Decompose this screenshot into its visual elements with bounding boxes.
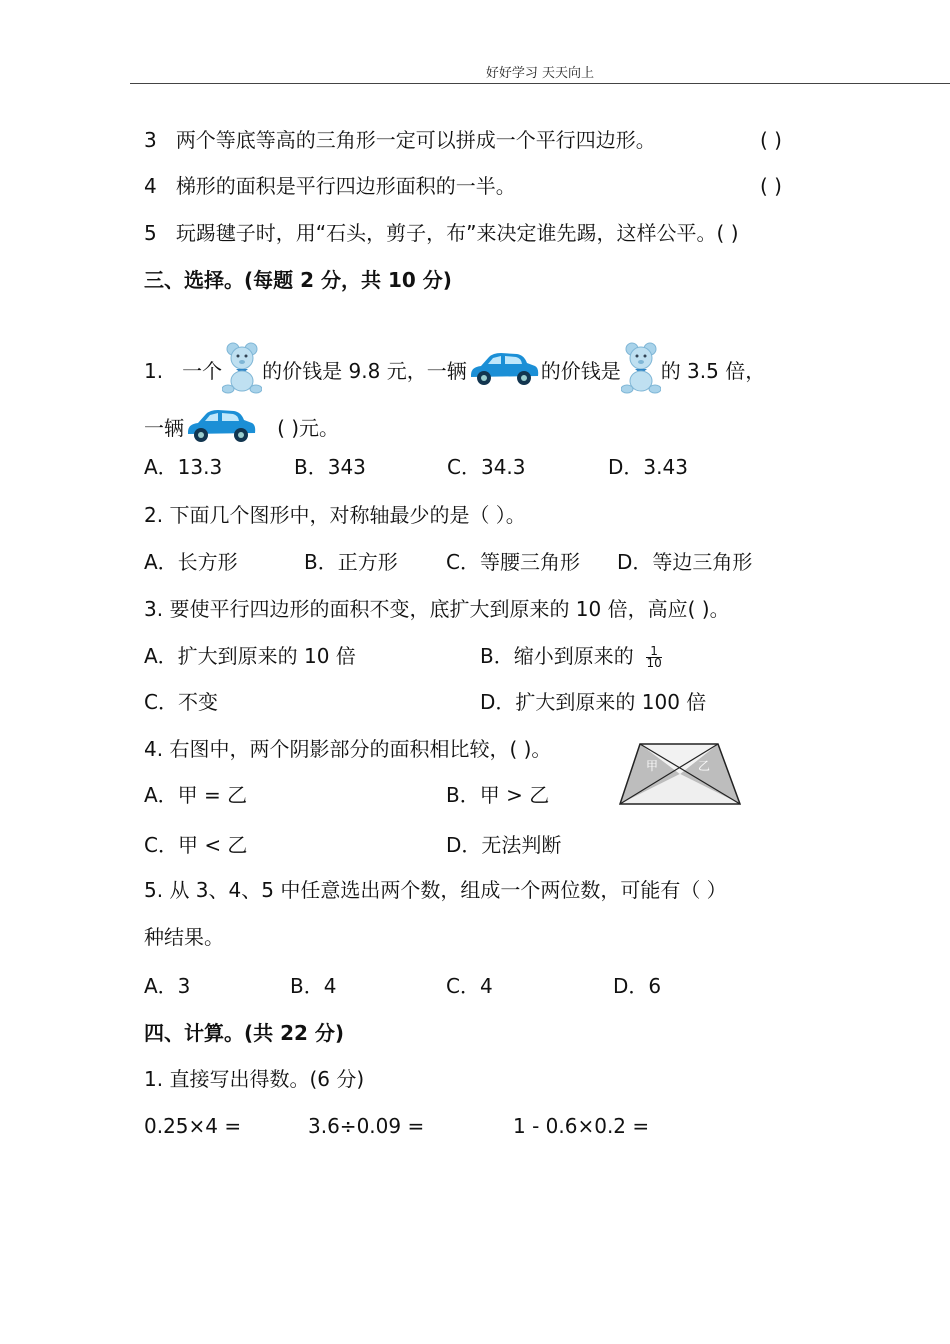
section-3-title: 三、选择。(每题 2 分，共 10 分) bbox=[144, 268, 452, 292]
q5-text: 5. 从 3、4、5 中任意选出两个数，组成一个两位数，可能有（ ） bbox=[144, 878, 727, 902]
q4-option-c[interactable]: C．甲 < 乙 bbox=[144, 833, 248, 857]
fraction-denominator: 10 bbox=[646, 656, 662, 670]
calc-item-1: 0.25×4 = bbox=[144, 1114, 242, 1138]
q1-option-a[interactable]: A．13.3 bbox=[144, 455, 223, 479]
q3-option-d[interactable]: D．扩大到原来的 100 倍 bbox=[480, 690, 707, 714]
bear-icon bbox=[222, 341, 262, 404]
fraction-numerator: 1 bbox=[646, 646, 661, 658]
q1-text-4: 的 3.5 倍， bbox=[660, 359, 766, 383]
label-yi: 乙 bbox=[698, 759, 711, 773]
judgment-5-num: 5 bbox=[144, 221, 157, 245]
q3-option-b[interactable] bbox=[480, 642, 662, 670]
judgment-4-num: 4 bbox=[144, 174, 157, 198]
q1-text-2: 的价钱是 9.8 元，一辆 bbox=[262, 359, 467, 383]
q1-text-1: 一个 bbox=[182, 359, 223, 383]
calc-item-3: 1 - 0.6×0.2 = bbox=[513, 1114, 650, 1138]
judgment-4-text: 梯形的面积是平行四边形面积的一半。 bbox=[175, 174, 516, 198]
q3-option-a[interactable]: A．扩大到原来的 10 倍 bbox=[144, 644, 356, 668]
q4-option-d[interactable]: D．无法判断 bbox=[446, 833, 562, 857]
q1-text-3: 的价钱是 bbox=[540, 359, 621, 383]
judgment-3-num: 3 bbox=[144, 128, 157, 152]
calc-item-2: 3.6÷0.09 = bbox=[308, 1114, 425, 1138]
fraction bbox=[646, 646, 661, 669]
judgment-3-text: 两个等底等高的三角形一定可以拼成一个平行四边形。 bbox=[175, 128, 656, 152]
q5-option-a[interactable]: A．3 bbox=[144, 974, 191, 998]
q5-option-c[interactable]: C．4 bbox=[446, 974, 493, 998]
q1-answer[interactable]: ( )元。 bbox=[277, 416, 340, 440]
judgment-3 bbox=[144, 126, 656, 154]
q2-option-c[interactable]: C．等腰三角形 bbox=[446, 550, 580, 574]
q1-option-b[interactable]: B．343 bbox=[294, 455, 366, 479]
q5-text-2: 种结果。 bbox=[144, 925, 224, 949]
calc-subtitle: 1. 直接写出得数。(6 分) bbox=[144, 1067, 365, 1091]
header-divider bbox=[130, 83, 950, 84]
q5-option-d[interactable]: D．6 bbox=[613, 974, 662, 998]
q4-option-b[interactable]: B．甲 > 乙 bbox=[446, 783, 550, 807]
bear-icon bbox=[621, 341, 661, 404]
q1-option-d[interactable]: D．3.43 bbox=[608, 455, 688, 479]
judgment-5-text: 玩踢毽子时，用“石头，剪子，布”来决定谁先踢，这样公平。( ) bbox=[175, 221, 739, 245]
trapezoid-figure bbox=[618, 740, 742, 812]
q2-option-a[interactable]: A．长方形 bbox=[144, 550, 238, 574]
q2-text: 2. 下面几个图形中，对称轴最少的是（ ）。 bbox=[144, 503, 526, 527]
car-icon bbox=[467, 349, 541, 396]
q4-text: 4. 右图中，两个阴影部分的面积相比较，( )。 bbox=[144, 737, 552, 761]
q3-option-c[interactable]: C．不变 bbox=[144, 690, 218, 714]
judgment-4 bbox=[144, 172, 516, 200]
judgment-4-answer[interactable]: ( ) bbox=[760, 174, 782, 198]
q1-line1 bbox=[144, 341, 765, 404]
q1-num: 1. bbox=[144, 359, 164, 383]
judgment-5 bbox=[144, 219, 739, 247]
judgment-3-answer[interactable]: ( ) bbox=[760, 128, 782, 152]
q1-line2 bbox=[144, 406, 339, 453]
label-jia: 甲 bbox=[646, 759, 659, 773]
q3-option-b-label: B．缩小到原来的 bbox=[480, 644, 634, 668]
q2-option-b[interactable]: B．正方形 bbox=[304, 550, 398, 574]
q2-option-d[interactable]: D．等边三角形 bbox=[617, 550, 753, 574]
q4-option-a[interactable]: A．甲 = 乙 bbox=[144, 783, 248, 807]
section-4-title: 四、计算。(共 22 分) bbox=[144, 1021, 345, 1045]
q5-option-b[interactable]: B．4 bbox=[290, 974, 337, 998]
q1-option-c[interactable]: C．34.3 bbox=[447, 455, 526, 479]
q1-text-5: 一辆 bbox=[144, 416, 184, 440]
q3-text: 3. 要使平行四边形的面积不变，底扩大到原来的 10 倍，高应( )。 bbox=[144, 597, 730, 621]
car-icon bbox=[184, 406, 258, 453]
page-header: 好好学习 天天向上 bbox=[485, 66, 595, 81]
